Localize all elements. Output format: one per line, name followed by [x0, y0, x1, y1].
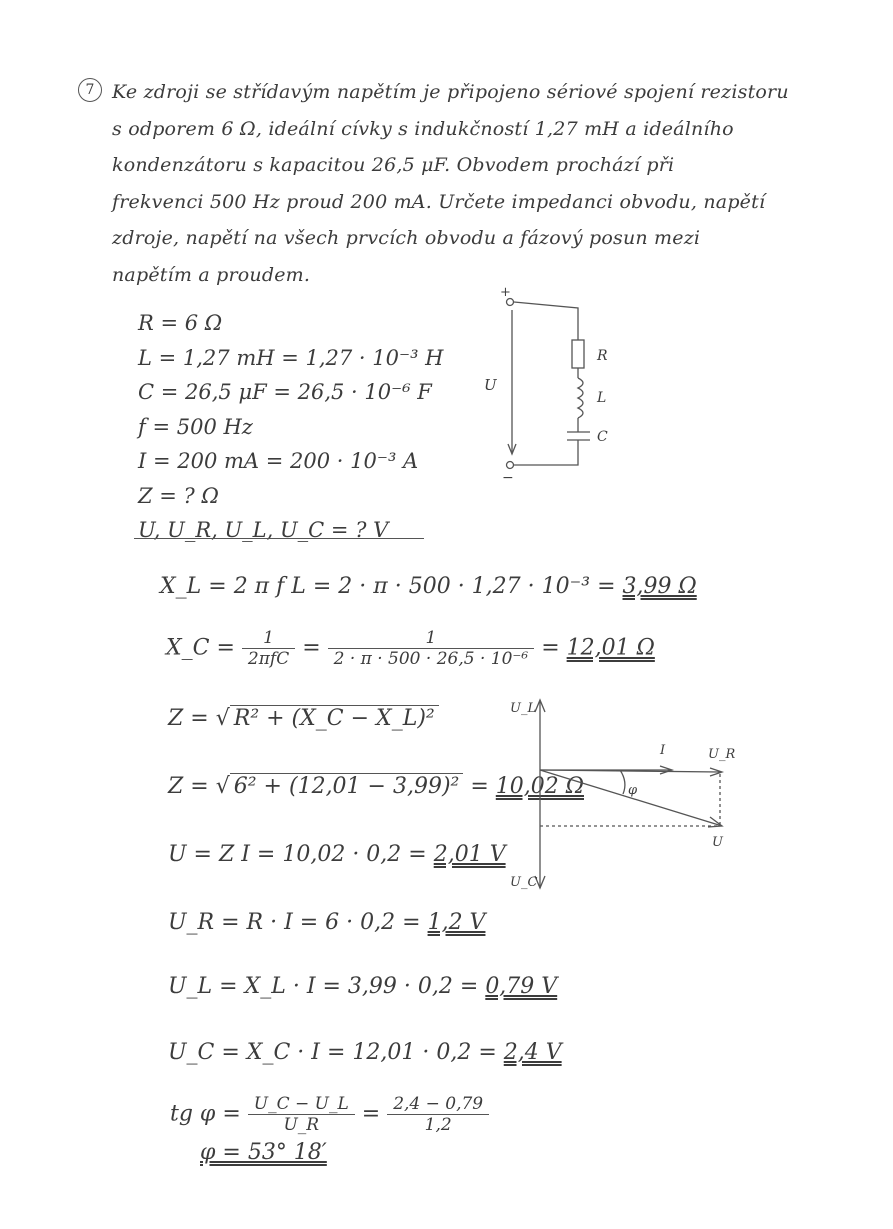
resistor-label: R	[597, 348, 608, 364]
u-calculation	[168, 842, 506, 867]
ul-expression: U_L = X_L · I = 3,99 · 0,2 =	[168, 974, 486, 999]
given-current: I = 200 mA = 200 · 10⁻³ A	[138, 449, 419, 473]
problem-line: s odporem 6 Ω, ideální cívky s indukčností 1,27 mH a ideálního	[112, 117, 734, 140]
xc-lhs: X_C =	[166, 635, 242, 661]
tg-numerator-1: U_C − U_L	[253, 1094, 349, 1114]
phi-result-line	[200, 1140, 327, 1165]
tg-phi-calculation	[170, 1094, 489, 1135]
xc-equals-2: =	[534, 635, 567, 661]
terminal-minus	[507, 462, 514, 469]
given-resistance: R = 6 Ω	[138, 311, 223, 335]
problem-line: frekvenci 500 Hz proud 200 mA. Určete impedanci obvodu, napětí	[112, 190, 766, 213]
ul-calculation	[168, 974, 557, 999]
ul-axis-label: U_L	[510, 701, 537, 716]
ur-result: 1,2 V	[427, 910, 486, 935]
xl-result: 3,99 Ω	[622, 574, 697, 599]
circuit-diagram	[470, 280, 640, 490]
capacitor-label: C	[597, 429, 608, 445]
z-formula	[168, 706, 439, 731]
xc-denominator-2: 2 · π · 500 · 26,5 · 10⁻⁶	[328, 648, 535, 669]
z-value-equals: =	[463, 774, 496, 799]
xc-equals: =	[295, 635, 328, 661]
xc-calculation	[166, 628, 655, 669]
u-phasor	[540, 770, 722, 826]
uc-expression: U_C = X_C · I = 12,01 · 0,2 =	[168, 1040, 504, 1065]
given-inductance: L = 1,27 mH = 1,27 · 10⁻³ H	[138, 345, 444, 370]
divider-line	[134, 538, 424, 539]
inductor-symbol	[578, 378, 583, 418]
phasor-diagram	[500, 690, 750, 900]
tg-numerator-2: 2,4 − 0,79	[393, 1094, 484, 1114]
unknown-impedance: Z = ? Ω	[138, 483, 219, 508]
wire-bottom	[514, 440, 578, 465]
u-label: U	[712, 835, 723, 850]
given-frequency: f = 500 Hz	[138, 414, 253, 439]
u-result: 2,01 V	[433, 842, 506, 867]
z-value-lhs: Z =	[168, 774, 216, 799]
xc-denominator-1: 2πfC	[242, 648, 295, 669]
tg-lhs: tg φ =	[170, 1101, 248, 1127]
u-expression: U = Z I = 10,02 · 0,2 =	[168, 842, 434, 867]
tg-fraction-1	[248, 1094, 355, 1135]
problem-line: kondenzátoru s kapacitou 26,5 μF. Obvodem prochází při	[112, 154, 675, 176]
z-value-radicand: 6² + (12,01 − 3,99)²	[230, 773, 464, 799]
tg-fraction-2	[387, 1094, 489, 1135]
tg-equals: =	[354, 1101, 388, 1127]
unknown-voltages: U, U_R, U_L, U_C = ? V	[138, 518, 389, 542]
xc-fraction-1	[242, 628, 295, 669]
xc-result: 12,01 Ω	[566, 635, 655, 661]
xl-expression: X_L = 2 π f L = 2 · π · 500 · 1,27 · 10⁻³ =	[160, 574, 623, 599]
minus-label: −	[502, 470, 514, 486]
uc-calculation	[168, 1040, 562, 1065]
xc-fraction-2	[328, 628, 535, 669]
problem-statement	[78, 74, 789, 293]
tg-denominator-2: 1,2	[387, 1114, 489, 1135]
phi-arc	[620, 770, 625, 794]
tg-denominator-1: U_R	[248, 1114, 355, 1135]
plus-label: +	[500, 285, 511, 300]
xc-numerator-2: 1	[425, 628, 437, 648]
problem-line: zdroje, napětí na všech prvcích obvodu a fázový posun mezi	[112, 227, 701, 249]
z-formula-radicand: R² + (X_C − X_L)²	[230, 705, 439, 731]
given-values	[138, 306, 444, 548]
z-result: 10,02 Ω	[495, 774, 584, 799]
problem-text	[112, 74, 789, 293]
ur-label: U_R	[708, 747, 736, 762]
xc-numerator-1: 1	[263, 628, 274, 648]
z-formula-lhs: Z =	[168, 706, 216, 731]
wire-top	[514, 302, 578, 340]
ur-expression: U_R = R · I = 6 · 0,2 =	[168, 910, 428, 935]
sqrt-symbol: √	[215, 774, 230, 799]
current-label: I	[660, 743, 666, 758]
ur-calculation	[168, 910, 485, 935]
xl-calculation	[160, 574, 697, 599]
resistor-symbol	[572, 340, 584, 368]
problem-line: napětím a proudem.	[112, 263, 311, 286]
problem-line: Ke zdroji se střídavým napětím je připojeno sériové spojení rezistoru	[112, 81, 789, 103]
sqrt-symbol: √	[215, 706, 230, 731]
inductor-label: L	[597, 390, 607, 406]
given-capacitance: C = 26,5 μF = 26,5 · 10⁻⁶ F	[138, 380, 432, 404]
ul-result: 0,79 V	[485, 974, 558, 999]
problem-number: 7	[78, 78, 102, 102]
source-label: U	[484, 376, 497, 394]
phi-label: φ	[628, 783, 638, 798]
uc-axis-label: U_C	[510, 875, 538, 890]
uc-result: 2,4 V	[503, 1040, 562, 1065]
phi-result: φ = 53° 18′	[200, 1140, 327, 1165]
